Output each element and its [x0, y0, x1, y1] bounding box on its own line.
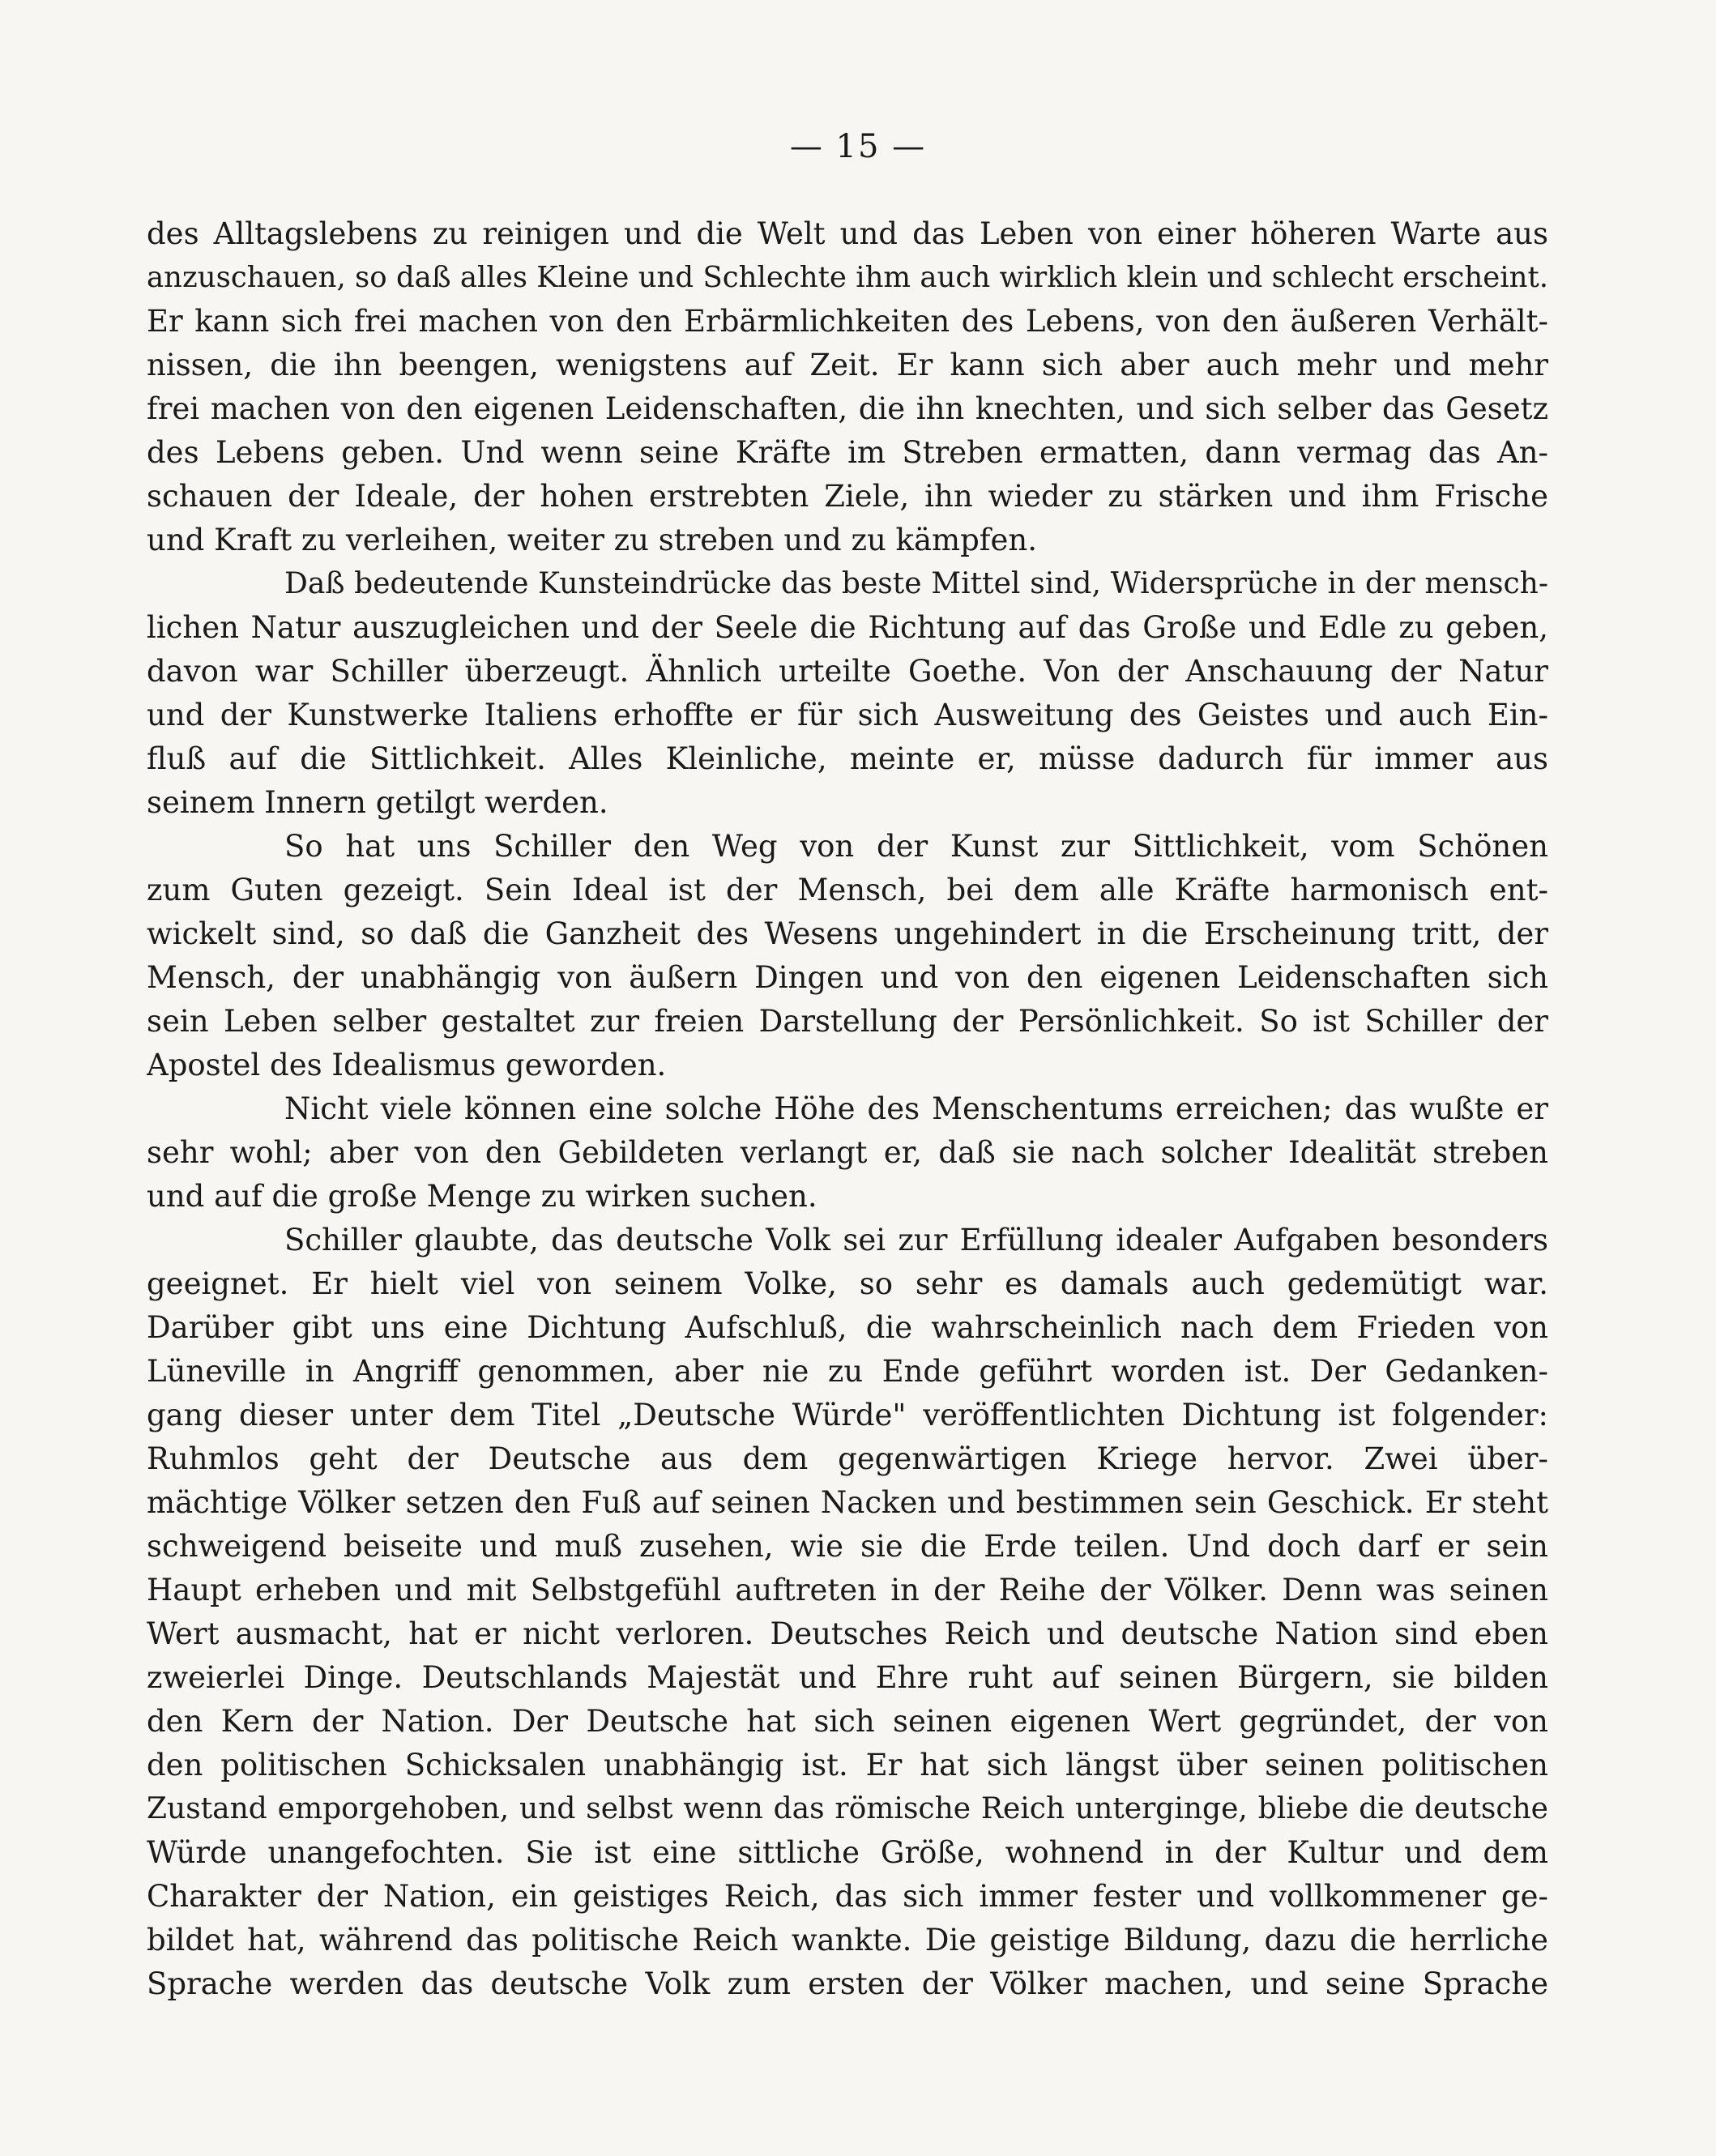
text-line: Ruhmlos geht der Deutsche aus dem gegenwärtigen Kriege hervor. Zwei über- — [147, 1441, 1548, 1476]
text-line: und Kraft zu verleihen, weiter zu streben und zu kämpfen. — [147, 523, 1037, 557]
text-line: Mensch, der unabhängig von äußern Dingen und von den eigenen Leidenschaften sich — [147, 960, 1548, 995]
text-line: Lüneville in Angriff genommen, aber nie zu Ende geführt worden ist. Der Gedanken- — [147, 1354, 1548, 1389]
text-line: sein Leben selber gestaltet zur freien Darstellung der Persönlichkeit. So ist Schiller der — [147, 1004, 1548, 1039]
text-line: Zustand emporgehoben, und selbst wenn das römische Reich unterginge, bliebe die deutsche — [147, 1792, 1548, 1825]
text-line: gang dieser unter dem Titel „Deutsche Würde" veröffentlichten Dichtung ist folgender: — [147, 1398, 1548, 1432]
text-line: zweierlei Dinge. Deutschlands Majestät und Ehre ruht auf seinen Bürgern, sie bilden — [147, 1660, 1548, 1695]
text-line: Schiller glaubte, das deutsche Volk sei zur Erfüllung idealer Aufgaben besonders — [284, 1223, 1548, 1257]
body-text — [147, 212, 1548, 2006]
text-line: Daß bedeutende Kunsteindrücke das beste Mittel sind, Widersprüche in der mensch- — [284, 567, 1548, 600]
text-line: seinem Innern getilgt werden. — [147, 785, 608, 820]
text-line: davon war Schiller überzeugt. Ähnlich urteilte Goethe. Von der Anschauung der Natur — [147, 654, 1548, 689]
text-line: So hat uns Schiller den Weg von der Kunst zur Sittlichkeit, vom Schönen — [284, 829, 1548, 864]
text-line: des Lebens geben. Und wenn seine Kräfte im Streben ermatten, dann vermag das An- — [147, 435, 1548, 470]
text-line: zum Guten gezeigt. Sein Ideal ist der Mensch, bei dem alle Kräfte harmonisch ent- — [147, 873, 1548, 907]
text-line: des Alltagslebens zu reinigen und die Welt und das Leben von einer höheren Warte aus — [147, 216, 1548, 251]
text-line: und auf die große Menge zu wirken suchen. — [147, 1179, 817, 1214]
text-line: frei machen von den eigenen Leidenschaften, die ihn knechten, und sich selber das Gesetz — [147, 391, 1548, 426]
text-line: nissen, die ihn beengen, wenigstens auf Zeit. Er kann sich aber auch mehr und mehr — [147, 348, 1548, 382]
text-line: und der Kunstwerke Italiens erhoffte er für sich Ausweitung des Geistes und auch Ein- — [147, 698, 1548, 732]
page-number: — 15 — — [789, 128, 927, 165]
text-line: geeignet. Er hielt viel von seinem Volke, so sehr es damals auch gedemütigt war. — [147, 1266, 1548, 1301]
text-line: bildet hat, während das politische Reich wankte. Die geistige Bildung, dazu die herrliche — [147, 1923, 1548, 1957]
text-line: Sprache werden das deutsche Volk zum ersten der Völker machen, und seine Sprache — [147, 1966, 1548, 2001]
text-line: Er kann sich frei machen von den Erbärmlichkeiten des Lebens, von den äußeren Verhält- — [147, 304, 1548, 339]
text-line: mächtige Völker setzen den Fuß auf seinen Nacken und bestimmen sein Geschick. Er steht — [147, 1485, 1548, 1520]
text-line: Charakter der Nation, ein geistiges Reich, das sich immer fester und vollkommener ge- — [147, 1879, 1548, 1914]
text-line: sehr wohl; aber von den Gebildeten verlangt er, daß sie nach solcher Idealität streben — [147, 1135, 1548, 1170]
text-line: Apostel des Idealismus geworden. — [147, 1048, 667, 1082]
text-line: Darüber gibt uns eine Dichtung Aufschluß, die wahrscheinlich nach dem Frieden von — [147, 1310, 1548, 1345]
text-line: Nicht viele können eine solche Höhe des Menschentums erreichen; das wußte er — [284, 1091, 1548, 1126]
text-line: lichen Natur auszugleichen und der Seele die Richtung auf das Große und Edle zu geben, — [147, 610, 1548, 645]
text-line: schauen der Ideale, der hohen erstrebten Ziele, ihn wieder zu stärken und ihm Frische — [147, 479, 1548, 514]
text-line: Haupt erheben und mit Selbstgefühl auftreten in der Reihe der Völker. Denn was seinen — [147, 1573, 1548, 1607]
text-line: den Kern der Nation. Der Deutsche hat sich seinen eigenen Wert gegründet, der von — [147, 1704, 1548, 1739]
text-line: anzuschauen, so daß alles Kleine und Schlechte ihm auch wirklich klein und schlecht erscheint. — [147, 261, 1548, 294]
text-line: fluß auf die Sittlichkeit. Alles Kleinliche, meinte er, müsse dadurch für immer aus — [147, 741, 1548, 776]
text-line: Wert ausmacht, hat er nicht verloren. Deutsches Reich und deutsche Nation sind eben — [147, 1616, 1548, 1651]
text-line: wickelt sind, so daß die Ganzheit des Wesens ungehindert in die Erscheinung tritt, der — [147, 916, 1548, 951]
text-line: den politischen Schicksalen unabhängig ist. Er hat sich längst über seinen politischen — [147, 1748, 1548, 1782]
text-line: Würde unangefochten. Sie ist eine sittliche Größe, wohnend in der Kultur und dem — [147, 1835, 1548, 1870]
text-line: schweigend beiseite und muß zusehen, wie sie die Erde teilen. Und doch darf er sein — [147, 1529, 1548, 1564]
